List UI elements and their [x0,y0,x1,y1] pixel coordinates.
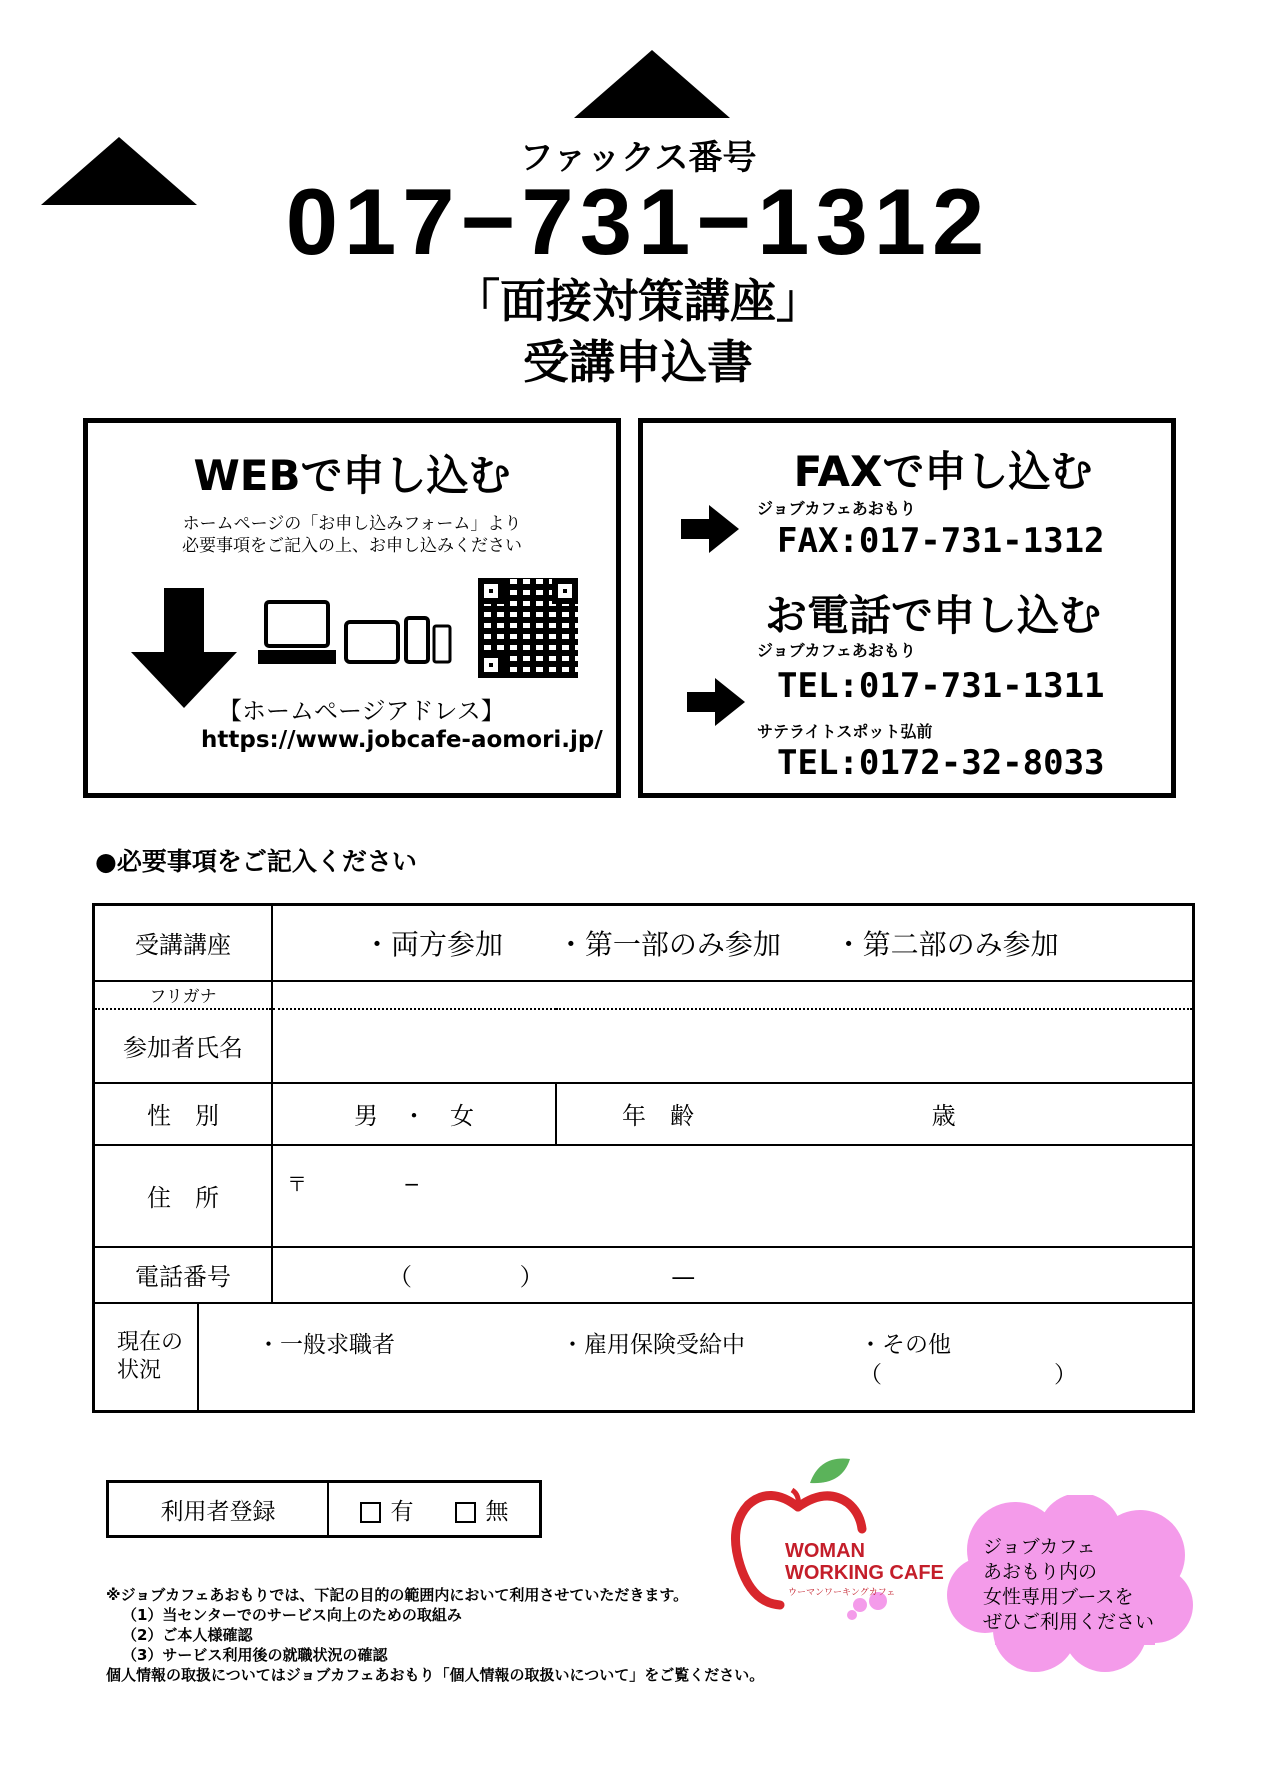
fax-apply-heading: FAXで申し込む [793,447,1093,496]
course-option-both[interactable]: ・両方参加 [363,927,504,961]
status-other-paren-close: ） [1054,1361,1077,1388]
phone-label: 電話番号 [94,1247,273,1303]
satellite-org: サテライトスポット弘前 [757,722,933,741]
status-label: 現在の 状況 [95,1304,199,1410]
note-line: （2）ご本人様確認 [122,1626,253,1644]
triangle-top-center [574,50,730,118]
arrow-right-icon [681,505,739,553]
age-field[interactable] [556,1083,1194,1145]
web-apply-box [83,418,621,798]
logo-subtext: ウーマンワーキングカフェ [788,1588,896,1598]
form-heading: ●必要事項をご記入ください [95,847,417,876]
application-form-table [92,903,1195,1413]
qr-code-icon[interactable] [478,578,578,678]
phone-paren-open: （ [388,1263,412,1291]
cloud-message: ジョブカフェ あおもり内の 女性専用ブースを ぜひご利用ください [983,1536,1155,1633]
course-option-part1[interactable]: ・第一部のみ参加 [556,927,781,961]
phone-dash: — [671,1263,696,1291]
arrow-right-icon [687,678,745,726]
name-label: 参加者氏名 [94,1009,273,1083]
tel-number-text: TEL:017-731-1311 [777,666,1105,706]
fax-number: 017−731−1312 [285,169,991,274]
privacy-notes [106,1585,764,1685]
registration-yes[interactable]: 有 [360,1493,414,1526]
status-row [94,1303,1194,1412]
web-desc-2: 必要事項をご記入の上、お申し込みください [182,536,522,556]
web-desc-1: ホームページの「お申し込みフォーム」より [182,514,522,534]
web-apply-heading: WEBで申し込む [193,451,511,500]
logo-text-working-cafe: WORKING CAFE [785,1562,944,1584]
course-option-part2[interactable]: ・第二部のみ参加 [834,927,1059,961]
address-label: 住 所 [94,1145,273,1247]
checkbox-icon[interactable] [455,1502,476,1523]
address-field[interactable] [272,1145,1194,1247]
gender-label: 性 別 [94,1083,273,1145]
satellite-tel-text: TEL:0172-32-8033 [777,743,1105,783]
course-label: 受講講座 [94,905,273,981]
page-title: 「面接対策講座」 [454,274,822,328]
status-option-job-seeker[interactable]: ・一般求職者 [257,1331,395,1358]
note-line: （1）当センターでのサービス向上のための取組み [122,1606,462,1624]
status-option-unemployment[interactable]: ・雇用保険受給中 [561,1331,745,1358]
status-options [199,1304,1192,1410]
note-line: （3）サービス利用後の就職状況の確認 [122,1646,388,1664]
postal-dash: − [403,1171,421,1196]
age-unit: 歳 [931,1102,956,1130]
registration-no[interactable]: 無 [455,1493,509,1526]
homepage-url-link[interactable]: https://www.jobcafe-aomori.jp/ [201,727,603,753]
registration-label: 利用者登録 [109,1483,329,1535]
fax-label: ファックス番号 [519,138,757,178]
status-option-other[interactable]: ・その他 [859,1331,951,1358]
furigana-field[interactable] [272,981,1194,1009]
name-field[interactable] [272,1009,1194,1083]
page-subtitle: 受講申込書 [523,335,753,389]
note-line: 個人情報の取扱についてはジョブカフェあおもり「個人情報の取扱いについて」をご覧ください。 [106,1666,765,1684]
furigana-label: フリガナ [94,981,273,1009]
fax-number-text: FAX:017-731-1312 [777,521,1105,561]
course-options [272,905,1194,981]
note-line: ※ジョブカフェあおもりでは、下記の目的の範囲内において利用させていただきます。 [106,1586,689,1604]
age-label: 年 齢 [622,1102,694,1130]
devices-icon [258,598,458,678]
phone-field[interactable] [272,1247,1194,1303]
logo-text-woman: WOMAN [785,1540,865,1562]
postal-mark: 〒 [287,1171,307,1196]
tel-apply-heading: お電話で申し込む [764,591,1101,640]
status-other-paren-open: （ [859,1361,882,1388]
gender-options[interactable]: 男 ・ 女 [272,1083,556,1145]
fax-org: ジョブカフェあおもり [757,499,916,518]
tel-org: ジョブカフェあおもり [757,641,916,660]
fax-apply-box [638,418,1176,798]
user-registration-box [106,1480,542,1538]
arrow-down-icon [131,588,237,708]
phone-paren-close: ） [519,1263,544,1291]
homepage-address-label: 【ホームページアドレス】 [218,697,505,725]
checkbox-icon[interactable] [360,1502,381,1523]
